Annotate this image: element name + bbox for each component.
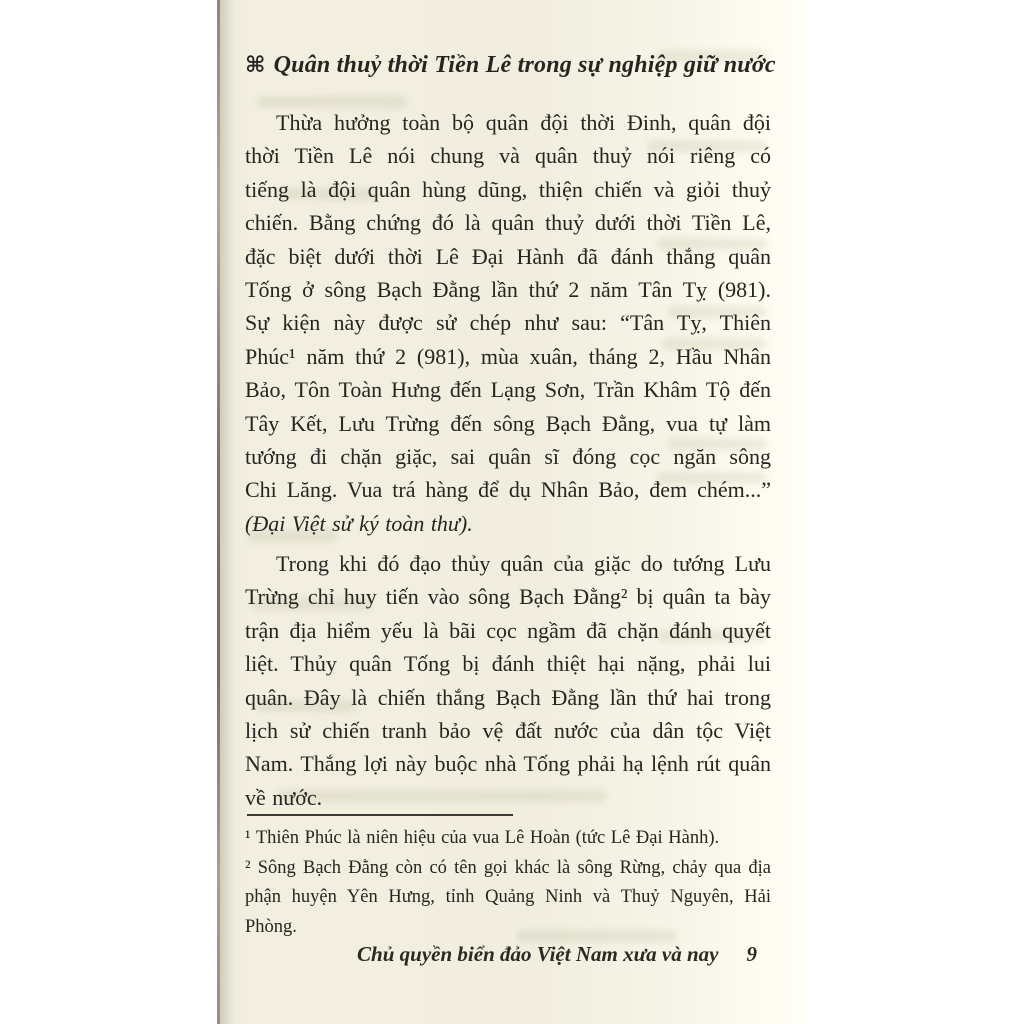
text-line: ¹ Thiên Phúc là niên hiệu của vua Lê Hoàn (tức Lê Đại Hành). — [245, 828, 720, 848]
text-line: lịch sử chiến tranh bảo vệ đất nước của dân tộc Việt — [245, 717, 771, 743]
text-line: quân. Đây là chiến thắng Bạch Đằng lần thứ hai trong — [245, 684, 771, 710]
paragraph-1 — [245, 106, 771, 540]
footnote-separator — [247, 814, 513, 816]
text-line: trận địa hiểm yếu là bãi cọc ngầm đã chặn đánh quyết — [245, 617, 771, 643]
text-line: tướng đi chặn giặc, sai quân sĩ đóng cọc ngăn sông — [245, 443, 771, 469]
text-line: về nước. — [245, 784, 323, 810]
text-line: tiếng là đội quân hùng dũng, thiện chiến và giỏi thuỷ — [245, 176, 771, 202]
running-footer — [245, 942, 757, 967]
book-page — [217, 0, 811, 1024]
footnote-1 — [245, 824, 771, 854]
text-line: thời Tiền Lê nói chung và quân thuỷ nói riêng có — [245, 143, 771, 169]
text-line: Thừa hưởng toàn bộ quân đội thời Đinh, quân đội — [276, 110, 771, 135]
text-line: Chi Lăng. Vua trá hàng để dụ Nhân Bảo, đem chém...” — [245, 477, 771, 503]
page-gutter-shadow — [220, 0, 236, 1024]
text-line: Nam. Thắng lợi này buộc nhà Tống phải hạ lệnh rút quân — [245, 751, 771, 777]
section-heading-text: Quân thuỷ thời Tiền Lê trong sự nghiệp giữ nước — [273, 52, 776, 78]
text-line: liệt. Thủy quân Tống bị đánh thiệt hại nặng, phải lui — [245, 651, 771, 677]
text-line: phận huyện Yên Hưng, tỉnh Quảng Ninh và Thuỷ Nguyên, Hải Phòng. — [245, 887, 771, 937]
text-line: (Đại Việt sử ký toàn thư). — [245, 510, 473, 536]
section-heading — [245, 52, 776, 79]
book-title: Chủ quyền biển đảo Việt Nam xưa và nay — [357, 942, 719, 966]
text-line: Sự kiện này được sử chép như sau: “Tân Tỵ, Thiên — [245, 310, 771, 336]
footnotes — [245, 824, 771, 937]
page-number: 9 — [746, 942, 757, 966]
section-marker-icon: ⌘ — [245, 53, 266, 78]
text-line: Bảo, Tôn Toàn Hưng đến Lạng Sơn, Trần Khâm Tộ đến — [245, 377, 771, 403]
text-line: Trong khi đó đạo thủy quân của giặc do tướng Lưu — [276, 551, 771, 576]
text-line: ² Sông Bạch Đằng còn có tên gọi khác là sông Rừng, chảy qua địa — [245, 857, 771, 878]
paragraph-2 — [245, 547, 771, 814]
text-line: Trừng chỉ huy tiến vào sông Bạch Đằng² bị quân ta bày — [245, 584, 771, 610]
text-line: chiến. Bằng chứng đó là quân thuỷ dưới thời Tiền Lê, — [245, 210, 771, 236]
text-line: Tống ở sông Bạch Đằng lần thứ 2 năm Tân Tỵ (981). — [245, 276, 771, 302]
text-line: đặc biệt dưới thời Lê Đại Hành đã đánh thắng quân — [245, 243, 771, 269]
page-content — [245, 0, 776, 1024]
text-line: Phúc¹ năm thứ 2 (981), mùa xuân, tháng 2, Hầu Nhân — [245, 343, 771, 369]
footnote-2 — [245, 854, 771, 937]
text-line: Tây Kết, Lưu Trừng đến sông Bạch Đằng, vua tự làm — [245, 410, 771, 436]
